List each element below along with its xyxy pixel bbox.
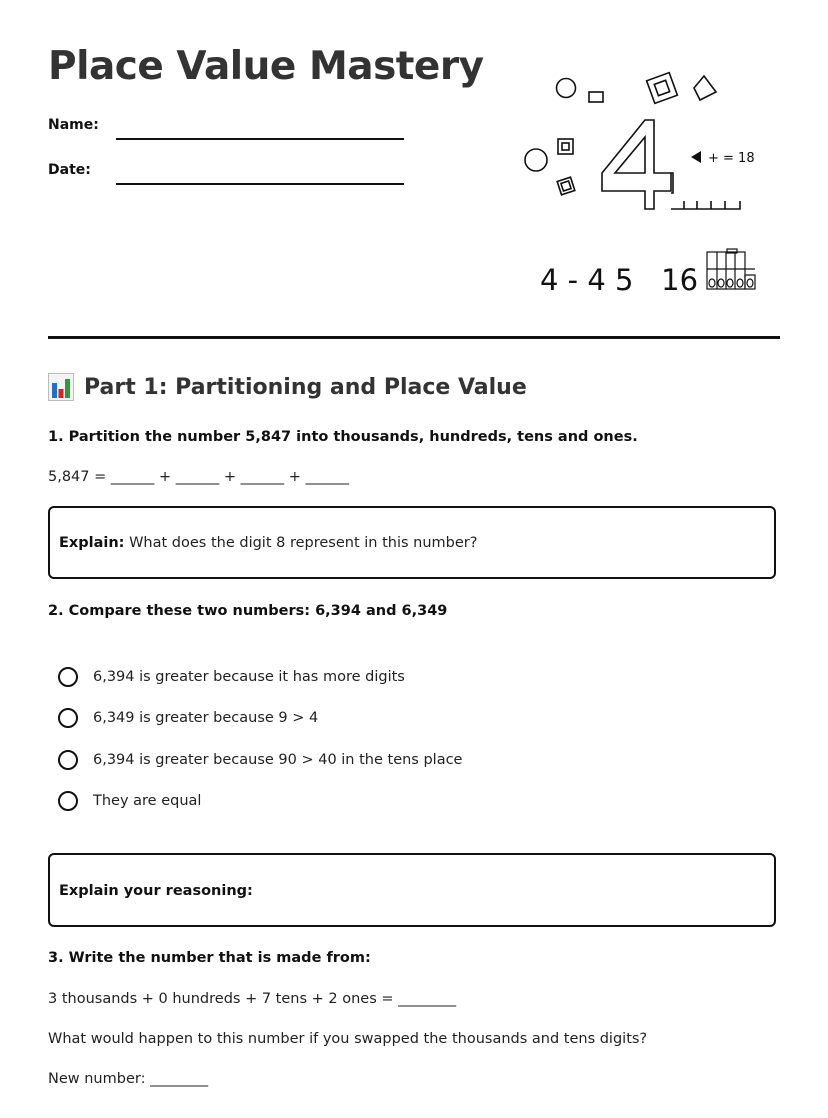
question-3-expression[interactable]: 3 thousands + 0 hundreds + 7 tens + 2 ones = ________ bbox=[48, 991, 457, 1007]
header-divider bbox=[48, 336, 780, 339]
left-arrow-icon bbox=[691, 151, 701, 163]
arrow-note: + = 18 bbox=[708, 151, 755, 166]
option-4-label: They are equal bbox=[93, 793, 202, 809]
option-4[interactable] bbox=[58, 791, 201, 811]
new-number-field[interactable]: New number: ________ bbox=[48, 1071, 209, 1087]
radio-circle-icon[interactable] bbox=[58, 667, 78, 687]
date-label: Date: bbox=[48, 162, 91, 178]
option-2-label: 6,349 is greater because 9 > 4 bbox=[93, 710, 319, 726]
quad-shape-icon bbox=[694, 76, 716, 100]
framed-square-icon bbox=[558, 139, 573, 154]
reasoning-label: Explain your reasoning: bbox=[59, 883, 253, 899]
place-value-illustration bbox=[500, 55, 770, 300]
name-label: Name: bbox=[48, 117, 99, 133]
circle-shape-icon bbox=[557, 79, 576, 98]
small-rect-icon bbox=[589, 92, 603, 102]
bar-chart-icon bbox=[48, 373, 74, 401]
big-digit-four-icon bbox=[602, 120, 671, 209]
option-1-label: 6,394 is greater because it has more digits bbox=[93, 669, 405, 685]
question-3-prompt: 3. Write the number that is made from: bbox=[48, 950, 371, 966]
question-1-prompt: 1. Partition the number 5,847 into thousands, hundreds, tens and ones. bbox=[48, 429, 638, 445]
circle-shape-icon-2 bbox=[525, 149, 547, 171]
option-1[interactable] bbox=[58, 667, 405, 687]
question-2-prompt: 2. Compare these two numbers: 6,394 and 6,349 bbox=[48, 603, 448, 619]
part1-title: Part 1: Partitioning and Place Value bbox=[84, 374, 527, 400]
explain-label: Explain: bbox=[59, 535, 125, 551]
explain-text: What does the digit 8 represent in this number? bbox=[124, 535, 478, 551]
question-1-equation[interactable]: 5,847 = ______ + ______ + ______ + ______ bbox=[48, 469, 349, 485]
question-3-followup: What would happen to this number if you swapped the thousands and tens digits? bbox=[48, 1031, 648, 1047]
option-2[interactable] bbox=[58, 708, 318, 728]
tilted-small-square-icon bbox=[557, 177, 575, 195]
radio-circle-icon[interactable] bbox=[58, 791, 78, 811]
base-ten-blocks-icon bbox=[707, 249, 755, 289]
radio-circle-icon[interactable] bbox=[58, 750, 78, 770]
name-line[interactable] bbox=[116, 138, 404, 140]
tilted-square-icon bbox=[647, 73, 678, 104]
date-line[interactable] bbox=[116, 183, 404, 185]
part1-heading bbox=[48, 373, 527, 401]
worksheet-title: Place Value Mastery bbox=[48, 44, 484, 89]
option-3-label: 6,394 is greater because 90 > 40 in the tens place bbox=[93, 752, 463, 768]
radio-circle-icon[interactable] bbox=[58, 708, 78, 728]
number-strip: 4 - 4 5 16 bbox=[540, 263, 699, 297]
explain-box-1[interactable] bbox=[48, 506, 776, 579]
option-3[interactable] bbox=[58, 750, 462, 770]
reasoning-box[interactable] bbox=[48, 853, 776, 927]
